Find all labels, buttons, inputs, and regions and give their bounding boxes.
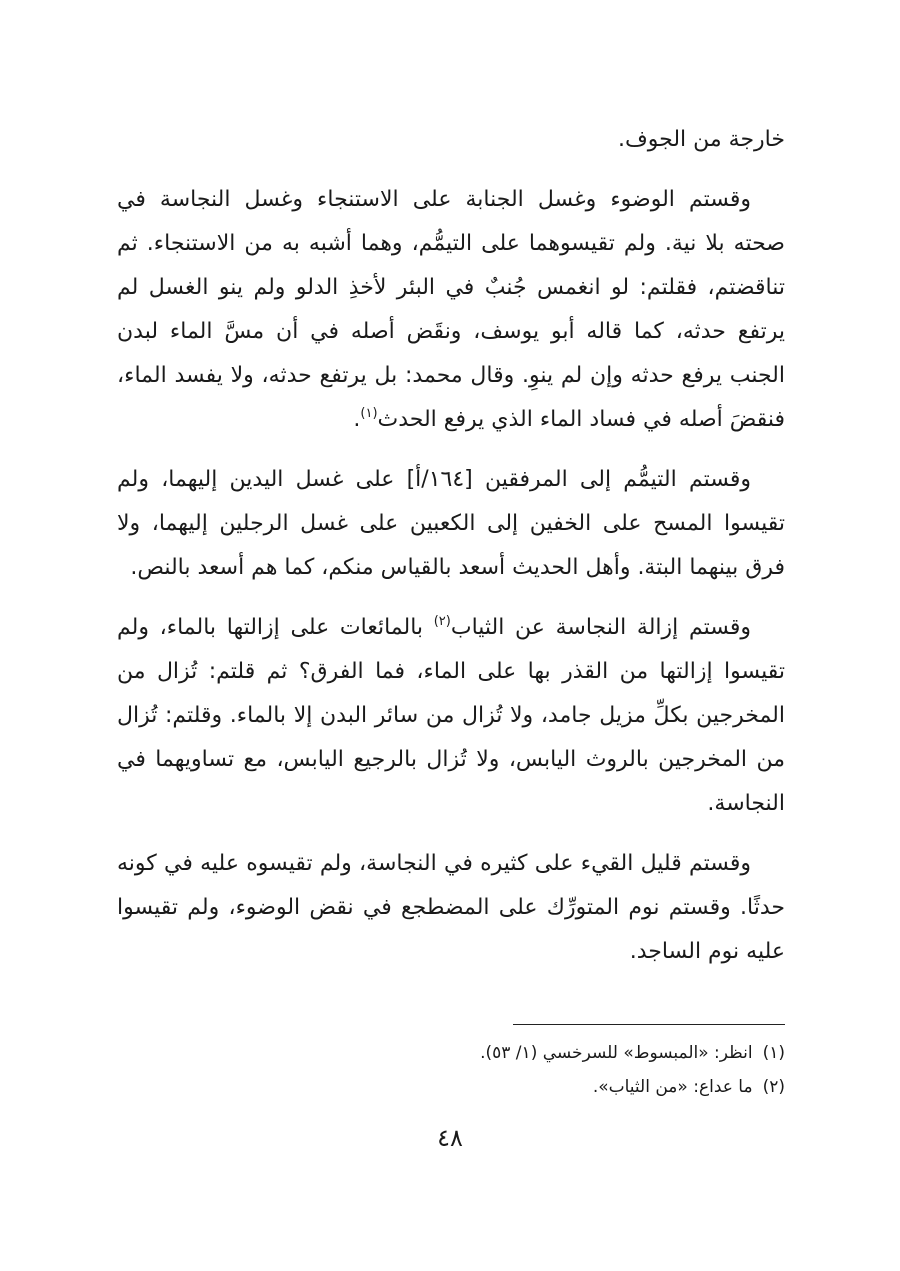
paragraph-2-end: . — [353, 407, 361, 432]
footnotes — [117, 1036, 785, 1104]
paragraph-4-rest: بالمائعات على إزالتها بالماء، ولم تقيسوا إزالتها من القذر بها على الماء، فما الفرق؟ ثم قلتم: تُزال من المخرجين بكلِّ مزيل جامد، ولا تُزال من سائر البدن إلا بالماء. وقلتم: تُزال من المخرجين بالروث اليابس، ولا تُزال بالرجيع اليابس، مع تساويهما في النجاسة. — [117, 615, 785, 816]
paragraph-1 — [117, 118, 785, 162]
paragraph-1-text: خارجة من الجوف. — [617, 127, 785, 152]
paragraph-3 — [117, 458, 785, 590]
footnote-1-text: انظر: «المبسوط» للسرخسي (١/ ٥٣). — [480, 1043, 753, 1063]
page-number: ٤٨ — [437, 1124, 463, 1152]
paragraph-4-start: وقستم إزالة النجاسة عن الثياب — [450, 615, 751, 640]
footnote-1 — [117, 1036, 785, 1070]
main-text — [117, 118, 785, 990]
footnote-ref-1[interactable]: (١) — [360, 406, 378, 421]
footnote-2-text: ما عداع: «من الثياب». — [592, 1077, 753, 1097]
paragraph-2-text: وقستم الوضوء وغسل الجنابة على الاستنجاء وغسل النجاسة في صحته بلا نية. ولم تقيسوهما على التيمُّم، وهما أشبه به من الاستنجاء. ثم تناقضتم، فقلتم: لو انغمس جُنبٌ في البئر لأخذِ الدلو ولم ينو الغسل لم يرتفع حدثه، كما قاله أبو يوسف، ونقَض أصله في أن مسَّ الماء لبدن الجنب يرفع حدثه وإن لم ينوِ. وقال محمد: بل يرتفع حدثه، ولا يفسد الماء، فنقضَ أصله في فساد الماء الذي يرفع الحدث — [117, 187, 785, 432]
footnote-ref-2[interactable]: (٢) — [433, 614, 451, 629]
paragraph-5 — [117, 842, 785, 974]
footnote-divider — [513, 1024, 785, 1025]
paragraph-3-text: وقستم التيمُّم إلى المرفقين [١٦٤/أ] على غسل اليدين إليهما، ولم تقيسوا المسح على الخفين إلى الكعبين على غسل الرجلين إليهما، ولا فرق بينهما البتة. وأهل الحديث أسعد بالقياس منكم، كما هم أسعد بالنص. — [117, 467, 785, 580]
footnote-2-number: (٢) — [762, 1077, 785, 1097]
footnote-1-number: (١) — [762, 1043, 785, 1063]
paragraph-4 — [117, 606, 785, 826]
footnote-2 — [117, 1070, 785, 1104]
paragraph-5-text: وقستم قليل القيء على كثيره في النجاسة، ولم تقيسوه عليه في كونه حدثًا. وقستم نوم المتورِّك على المضطجع في نقض الوضوء، ولم تقيسوا عليه نوم الساجد. — [117, 851, 785, 964]
paragraph-2 — [117, 178, 785, 442]
